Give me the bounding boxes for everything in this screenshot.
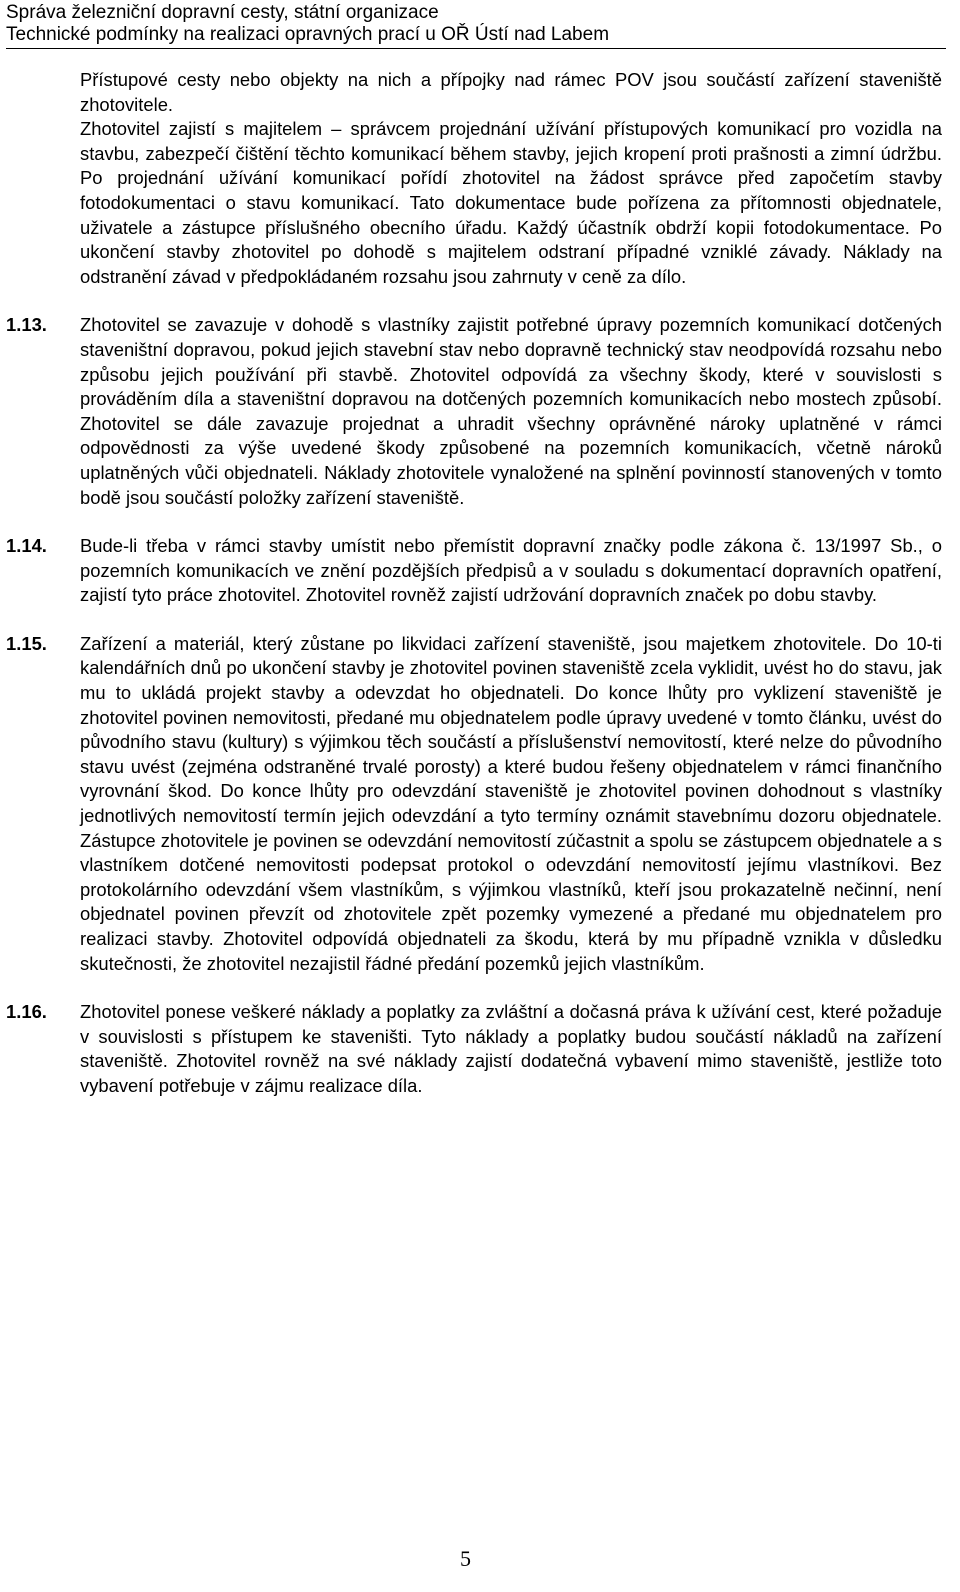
section-1-16 [6,1000,942,1098]
section-text: Zhotovitel se zavazuje v dohodě s vlastníky zajistit potřebné úpravy pozemních komunikací dotčených staveništní dopravou, pokud jejich stavební stav nebo dopravně technický stav neodpovídá rozsahu nebo způsobu jejich používání při stavbě. Zhotovitel odpovídá za všechny škody, které v souvislosti s prováděním díla a staveništní dopravou na dotčených pozemních komunikacích nebo mostech způsobí. Zhotovitel se dále zavazuje projednat a uhradit všechny oprávněné nároky uplatněné v rámci odpovědnosti za výše uvedené škody způsobené na pozemních komunikacích, včetně nároků uplatněných vůči objednateli. Náklady zhotovitele vynaložené na splnění povinností stanovených v tomto bodě jsou součástí položky zařízení staveniště. [80,314,942,508]
section-number: 1.15. [6,632,47,654]
header-organization: Správa železniční dopravní cesty, státní organizace [6,2,439,23]
section-1-13 [6,313,942,510]
section-1-14 [6,534,942,608]
section-text: Zařízení a materiál, který zůstane po likvidaci zařízení staveniště, jsou majetkem zhotovitele. Do 10-ti kalendářních dnů po ukončení stavby je zhotovitel povinen staveniště zcela vyklidit, uvést ho do stavu, jak mu to ukládá projekt stavby a odevzdat ho objednateli. Do konce lhůty pro vyklizení staveniště je zhotovitel povinen nemovitosti, předané mu objednatelem podle úpravy uvedené v tomto článku, uvést do původního stavu (kultury) s výjimkou těch součástí a příslušenství nemovitostí, které nelze do původního stavu uvést (zejména odstraněné trvalé porosty) a které budou řešeny objednatelem v rámci finančního vyrovnání škod. Do konce lhůty pro odevzdání staveniště je zhotovitel povinen dohodnout s vlastníky jednotlivých nemovitostí termín jejich odevzdání a tyto termíny oznámit stavebnímu dozoru objednatele. Zástupce zhotovitele je povinen se odevzdání nemovitostí zúčastnit a spolu se zástupcem objednatele a s vlastníkem dotčené nemovitosti podepsat protokol o odevzdání nemovitostí jejímu vlastníkovi. Bez protokolárního odevzdání všem vlastníkům, s výjimkou vlastníků, kteří jsou prokazatelně nečinní, není objednatel povinen převzít od zhotovitele zpět pozemky vymezené a předané mu objednatelem pro realizaci stavby. Zhotovitel odpovídá objednateli za škodu, která by mu případně vznikla v důsledku skutečnosti, že zhotovitel nezajistil řádné předání pozemků jejich vlastníkům. [80,632,942,974]
intro-paragraph-2: Zhotovitel zajistí s majitelem – správcem projednání užívání přístupových komunikací pro vozidla na stavbu, zabezpečí čištění těchto komunikací během stavby, jejich kropení proti prašnosti a zimní údržbu. Po projednání užívání komunikací pořídí zhotovitel na žádost správce před započetím stavby fotodokumentaci o stavu komunikací. Tato dokumentace bude pořízena za přítomnosti objednatele, uživatele a zástupce příslušného obecního úřadu. Každý účastník obdrží kopii fotodokumentace. Po ukončení stavby zhotovitel po dohodě s majitelem odstraní případné vzniklé závady. Náklady na odstranění závad v předpokládaném rozsahu jsou zahrnuty v ceně za dílo. [80,118,942,287]
section-number: 1.14. [6,535,47,557]
section-text: Zhotovitel ponese veškeré náklady a poplatky za zvláštní a dočasná práva k užívání cest, které požaduje v souvislosti s přístupem ke staveništi. Tyto náklady a poplatky budou součástí nákladů na zařízení staveniště. Zhotovitel rovněž na své náklady zajistí dodatečná vybavení mimo staveniště, jestliže toto vybavení potřebuje v zájmu realizace díla. [80,1001,942,1096]
section-text: Bude-li třeba v rámci stavby umístit nebo přemístit dopravní značky podle zákona č. 13/1997 Sb., o pozemních komunikacích ve znění pozdějších předpisů a v souladu s dokumentací dopravních opatření, zajistí tyto práce zhotovitel. Zhotovitel rovněž zajistí udržování dopravních značek po dobu stavby. [80,535,942,606]
page-header [6,2,946,49]
section-1-15 [6,632,942,976]
document-body [6,68,942,1099]
page-number: 5 [460,1546,471,1571]
intro-paragraph-1: Přístupové cesty nebo objekty na nich a přípojky nad rámec POV jsou součástí zařízení staveniště zhotovitele. [80,69,942,115]
section-number: 1.16. [6,1001,47,1023]
section-number: 1.13. [6,314,47,336]
header-document-title: Technické podmínky na realizaci opravných prací u OŘ Ústí nad Labem [6,24,610,45]
